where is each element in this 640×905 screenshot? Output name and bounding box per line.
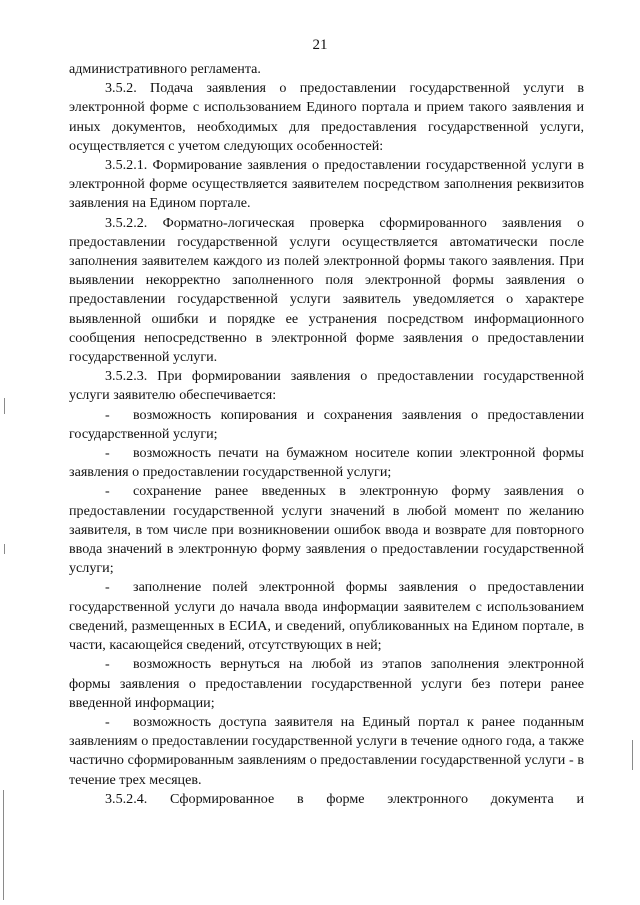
list-dash: - xyxy=(105,579,110,596)
list-item xyxy=(69,444,584,482)
list-dash: - xyxy=(105,713,110,730)
list-item-text: возможность вернуться на любой из этапов заполнения электронной формы заявления о предоставлении государственной услуги без потери ранее введенной информации; xyxy=(69,656,584,711)
scan-artifact xyxy=(3,790,4,900)
list-dash: - xyxy=(105,445,110,462)
paragraph: административного регламента. xyxy=(69,61,261,77)
scan-artifact xyxy=(4,398,5,414)
scan-artifact xyxy=(632,740,633,770)
scan-artifact xyxy=(4,544,5,554)
list-item xyxy=(69,713,584,790)
body-text xyxy=(69,60,584,809)
list-item xyxy=(69,482,584,578)
list-item xyxy=(69,578,584,655)
list-item xyxy=(69,655,584,713)
list-item-text: возможность копирования и сохранения заявления о предоставлении государственной услуги; xyxy=(69,406,584,442)
paragraph: 3.5.2.2. Форматно-логическая проверка сформированного заявления о предоставлении государственной услуги осуществляется автоматически после заполнения заявителем каждого из полей электронной формы такого заявления. При выявлении некорректно заполненного поля электронной формы заявления о предоставлении государственной услуги заявитель уведомляется о характере выявленной ошибки и порядке ее устранения посредством информационного сообщения непосредственно в электронной форме заявления о предоставлении государственной услуги. xyxy=(69,214,584,366)
paragraph-final: 3.5.2.4. Сформированное в форме электронного документа и xyxy=(105,790,584,807)
paragraph: 3.5.2. Подача заявления о предоставлении государственной услуги в электронной форме с использованием Единого портала и прием такого заявления и иных документов, необходимых для предоставления государственной услуги, осуществляется с учетом следующих особенностей: xyxy=(69,80,584,154)
list-item-text: сохранение ранее введенных в электронную форму заявления о предоставлении государственной услуги значений в любой момент по желанию заявителя, в том числе при возникновении ошибок ввода и возврате для повторного ввода значений в электронную форму заявления о предоставлении государственной услуги; xyxy=(69,483,584,577)
paragraph: 3.5.2.1. Формирование заявления о предоставлении государственной услуги в электронной форме осуществляется заявителем посредством заполнения реквизитов заявления на Едином портале. xyxy=(69,157,584,212)
list-dash: - xyxy=(105,483,110,500)
page-number: 21 xyxy=(312,37,328,53)
list-item-text: возможность печати на бумажном носителе копии электронной формы заявления о предоставлении государственной услуги; xyxy=(69,445,584,481)
list-dash: - xyxy=(105,656,110,673)
list-item-text: заполнение полей электронной формы заявления о предоставлении государственной услуги до начала ввода информации заявителем с использованием сведений, размещенных в ЕСИА, и сведений, опубликованных на Едином портале, в части, касающейся сведений, отсутствующих в ней; xyxy=(69,579,584,654)
paragraph: 3.5.2.3. При формировании заявления о предоставлении государственной услуги заявителю обеспечивается: xyxy=(69,368,584,404)
list-item-text: возможность доступа заявителя на Единый портал к ранее поданным заявлениям о предоставлении государственной услуги в течение одного года, а также частично сформированным заявлениям о предоставлении государственной услуги - в течение трех месяцев. xyxy=(69,713,584,788)
list-item xyxy=(69,406,584,444)
list-dash: - xyxy=(105,406,110,423)
